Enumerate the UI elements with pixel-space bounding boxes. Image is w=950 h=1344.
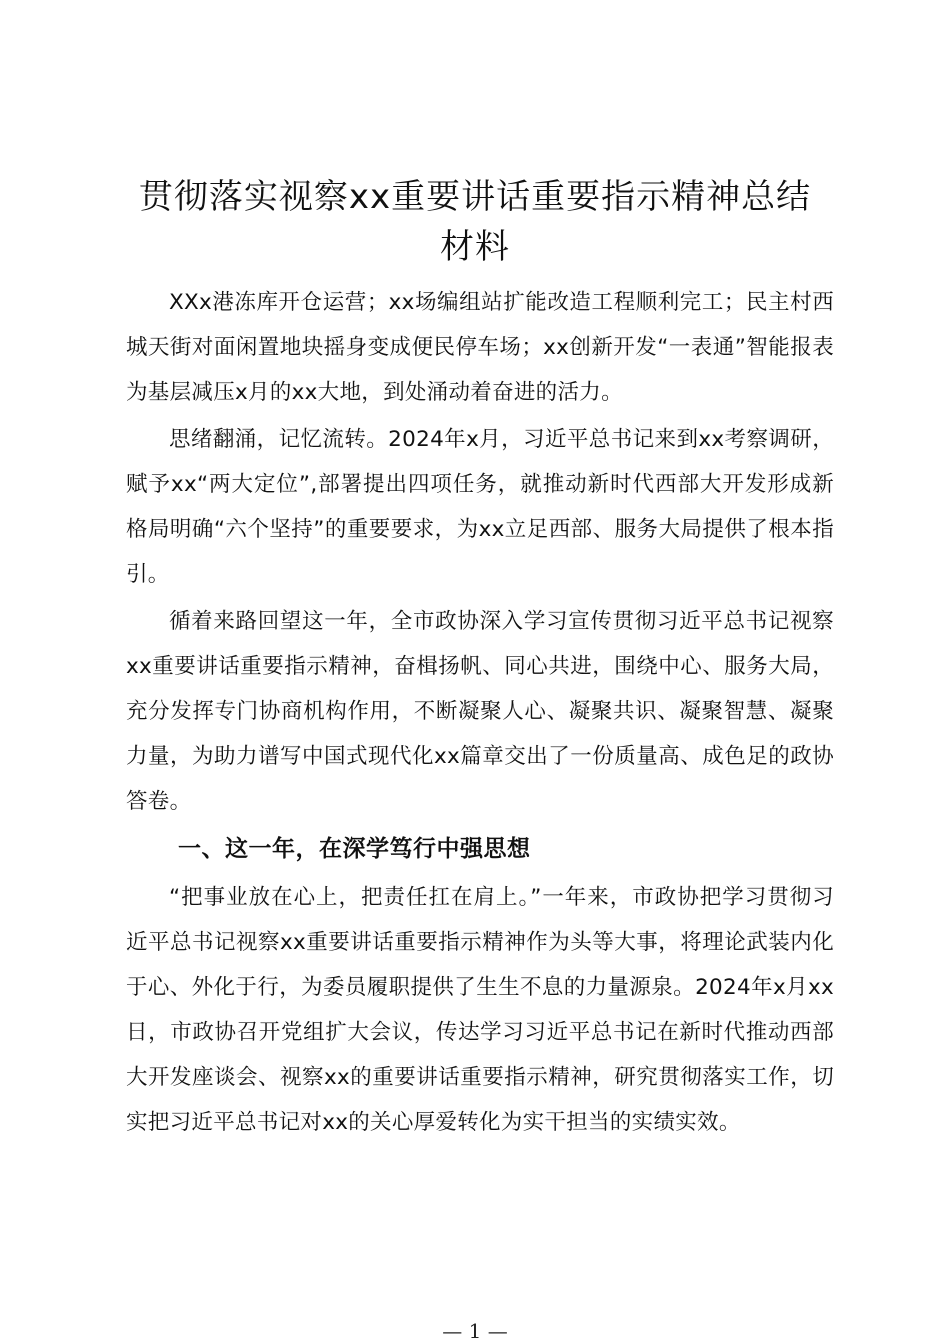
title-line-2: 材料	[440, 227, 510, 267]
paragraph: 循着来路回望这一年，全市政协深入学习宣传贯彻习近平总书记视察xx重要讲话重要指示精神，奋楫扬帆、同心共进，围绕中心、服务大局，充分发挥专门协商机构作用，不断凝聚人心、凝聚共识、凝聚智慧、凝聚力量，为助力谱写中国式现代化xx篇章交出了一份质量高、成色足的政协答卷。	[126, 609, 834, 814]
page-number: — 1 —	[442, 1319, 508, 1343]
title-line-1: 贯彻落实视察xx重要讲话重要指示精神总结	[138, 177, 812, 217]
paragraph: 思绪翻涌，记忆流转。2024年x月，习近平总书记来到xx考察调研，赋予xx“两大定位”,部署提出四项任务，就推动新时代西部大开发形成新格局明确“六个坚持”的重要要求，为xx立足西部、服务大局提供了根本指引。	[126, 427, 834, 587]
paragraph: “把事业放在心上，把责任扛在肩上。”一年来，市政协把学习贯彻习近平总书记视察xx重要讲话重要指示精神作为头等大事，将理论武装内化于心、外化于行，为委员履职提供了生生不息的力量源泉。2024年x月xx日，市政协召开党组扩大会议，传达学习习近平总书记在新时代推动西部大开发座谈会、视察xx的重要讲话重要指示精神，研究贯彻落实工作，切实把习近平总书记对xx的关心厚爱转化为实干担当的实绩实效。	[126, 885, 834, 1135]
document-title	[120, 172, 830, 272]
paragraph: XXx港冻库开仓运营；xx场编组站扩能改造工程顺利完工；民主村西城天街对面闲置地块摇身变成便民停车场；xx创新开发“一表通”智能报表为基层减压x月的xx大地，到处涌动着奋进的活力。	[126, 290, 834, 405]
document-body	[126, 280, 834, 1147]
section-heading: 一、这一年，在深学笃行中强思想	[178, 836, 531, 862]
